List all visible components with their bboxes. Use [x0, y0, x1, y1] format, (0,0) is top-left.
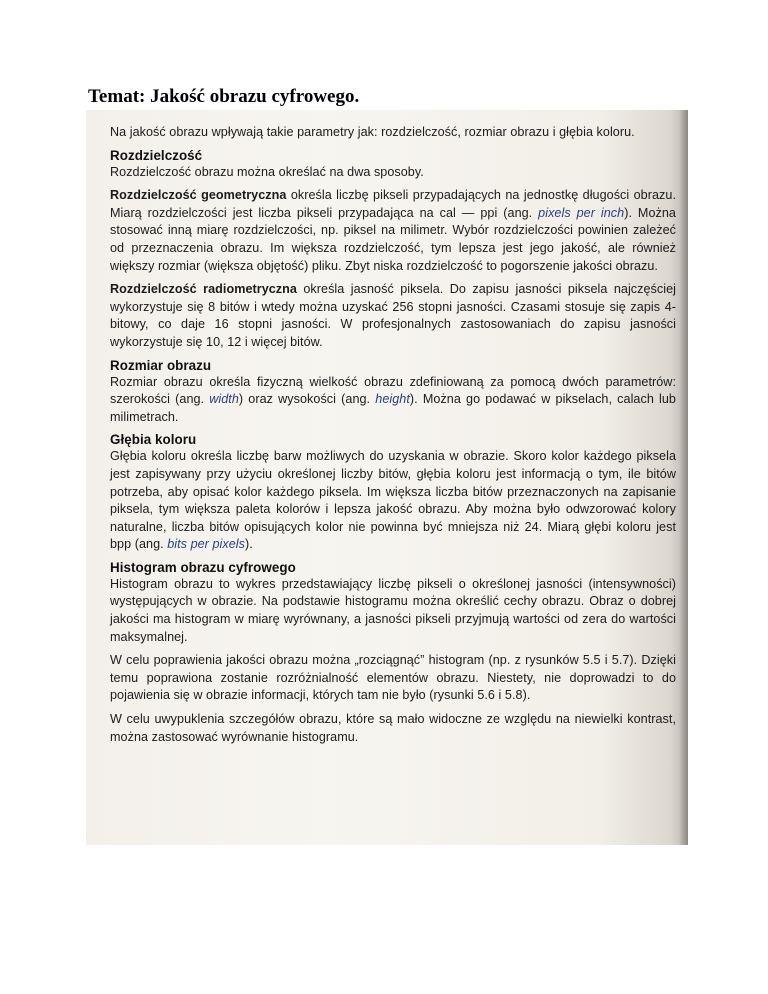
histogram-paragraph-3: W celu uwypuklenia szczegółów obrazu, które są mało widoczne ze względu na niewielki kontrast, można zastosować wyrównanie histogramu. [110, 712, 676, 744]
size-text-1: Rozmiar obrazu określa fizyczną wielkość obrazu zdefiniowaną za pomocą dwóch parametrów: szerokości (ang. [110, 374, 676, 407]
term-bits-per-pixels: bits per pixels [167, 537, 245, 552]
size-text-2: ) oraz wysokości (ang. [238, 392, 376, 407]
term-pixels-per-inch: pixels per inch [538, 205, 625, 220]
geometric-text-1: określa liczbę pikseli przypadających na jednostkę długości obrazu. Miarą rozdzielczości jest liczba pikseli przypadająca na cal — ppi (ang. [110, 188, 676, 220]
depth-text-1: Głębia koloru określa liczbę barw możliwych do uzyskania w obrazie. Skoro kolor każdego piksela jest zapisywany przy użyciu określonej liczby bitów, głębia koloru jest informacją o tym, ile bitów potrzeba, aby opisać kolor każdego piksela. Im większa liczba bitów przeznaczonych na zapisanie piksela, tym większa paleta kolorów i lepsza jakość obrazu. Aby można było odwzorować kolory naturalne, liczba bitów opisujących kolor nie powinna być mniejsza niż 24. Miarą głębi koloru jest bpp (ang. [110, 449, 676, 552]
section-heading-depth: Głębia koloru [110, 432, 197, 448]
geometric-resolution-lead: Rozdzielczość geometryczna [110, 188, 287, 203]
depth-text-2: ). [244, 537, 253, 552]
radiometric-resolution-lead: Rozdzielczość radiometryczna [110, 282, 297, 297]
section-heading-histogram: Histogram obrazu cyfrowego [110, 559, 296, 575]
scanned-text [110, 124, 676, 751]
depth-paragraph [110, 448, 676, 554]
page-title: Temat: Jakość obrazu cyfrowego. [88, 86, 360, 107]
geometric-text-2: ). Można stosować inną miarę rozdzielczości, np. piksel na milimetr. Wybór rozdzielczości powinien zależeć od przeznaczenia obrazu. Im większa rozdzielczość, tym lepsza jest jego jakość, ale również większy rozmiar (większa objętość) pliku. Zbyt niska rozdzielczość to pogorszenie jakości obrazu. [110, 205, 676, 273]
page-binding-shadow [679, 110, 688, 845]
radiometric-resolution-paragraph [110, 281, 676, 351]
term-width: width [209, 392, 239, 407]
histogram-paragraph-1: Histogram obrazu to wykres przedstawiający liczbę pikseli o określonej jasności (intensywności) występujących w obrazie. Na podstawie histogramu można określić cechy obrazu. Obraz o dobrej jakości ma histogram w miarę wyrównany, a jasności pikseli przyjmują wartości od zera do wartości maksymalnej. [110, 576, 676, 644]
term-height: height [375, 392, 410, 407]
scanned-page [86, 110, 688, 845]
geometric-resolution-paragraph [110, 187, 676, 275]
histogram-paragraph-2: W celu poprawienia jakości obrazu można „rozciągnąć” histogram (np. z rysunków 5.5 i 5.7). Dzięki temu poprawiona zostanie rozróżnialność elementów obrazu. Niestety, nie doprowadzi to do pojawienia się w obrazie informacji, których tam nie było (rysunki 5.6 i 5.8). [110, 653, 676, 703]
radiometric-text: określa jasność piksela. Do zapisu jasności piksela najczęściej wykorzystuje się 8 bitów i wtedy można uzyskać 256 stopni jasności. Czasami stosuje się zapis 4-bitowy, co daje 16 stopni jasności. W profesjonalnych zastosowaniach do zapisu jasności wykorzystuje się 10, 12 i więcej bitów. [110, 282, 676, 349]
intro-paragraph: Na jakość obrazu wpływają takie parametry jak: rozdzielczość, rozmiar obrazu i głębia koloru. [110, 125, 635, 139]
section-heading-size: Rozmiar obrazu [110, 357, 212, 373]
resolution-paragraph: Rozdzielczość obrazu można określać na dwa sposoby. [110, 164, 424, 179]
size-paragraph [110, 374, 676, 427]
section-heading-resolution: Rozdzielczość [110, 147, 203, 163]
size-text-3: ). Można go podawać w pikselach, calach lub milimetrach. [110, 392, 676, 424]
